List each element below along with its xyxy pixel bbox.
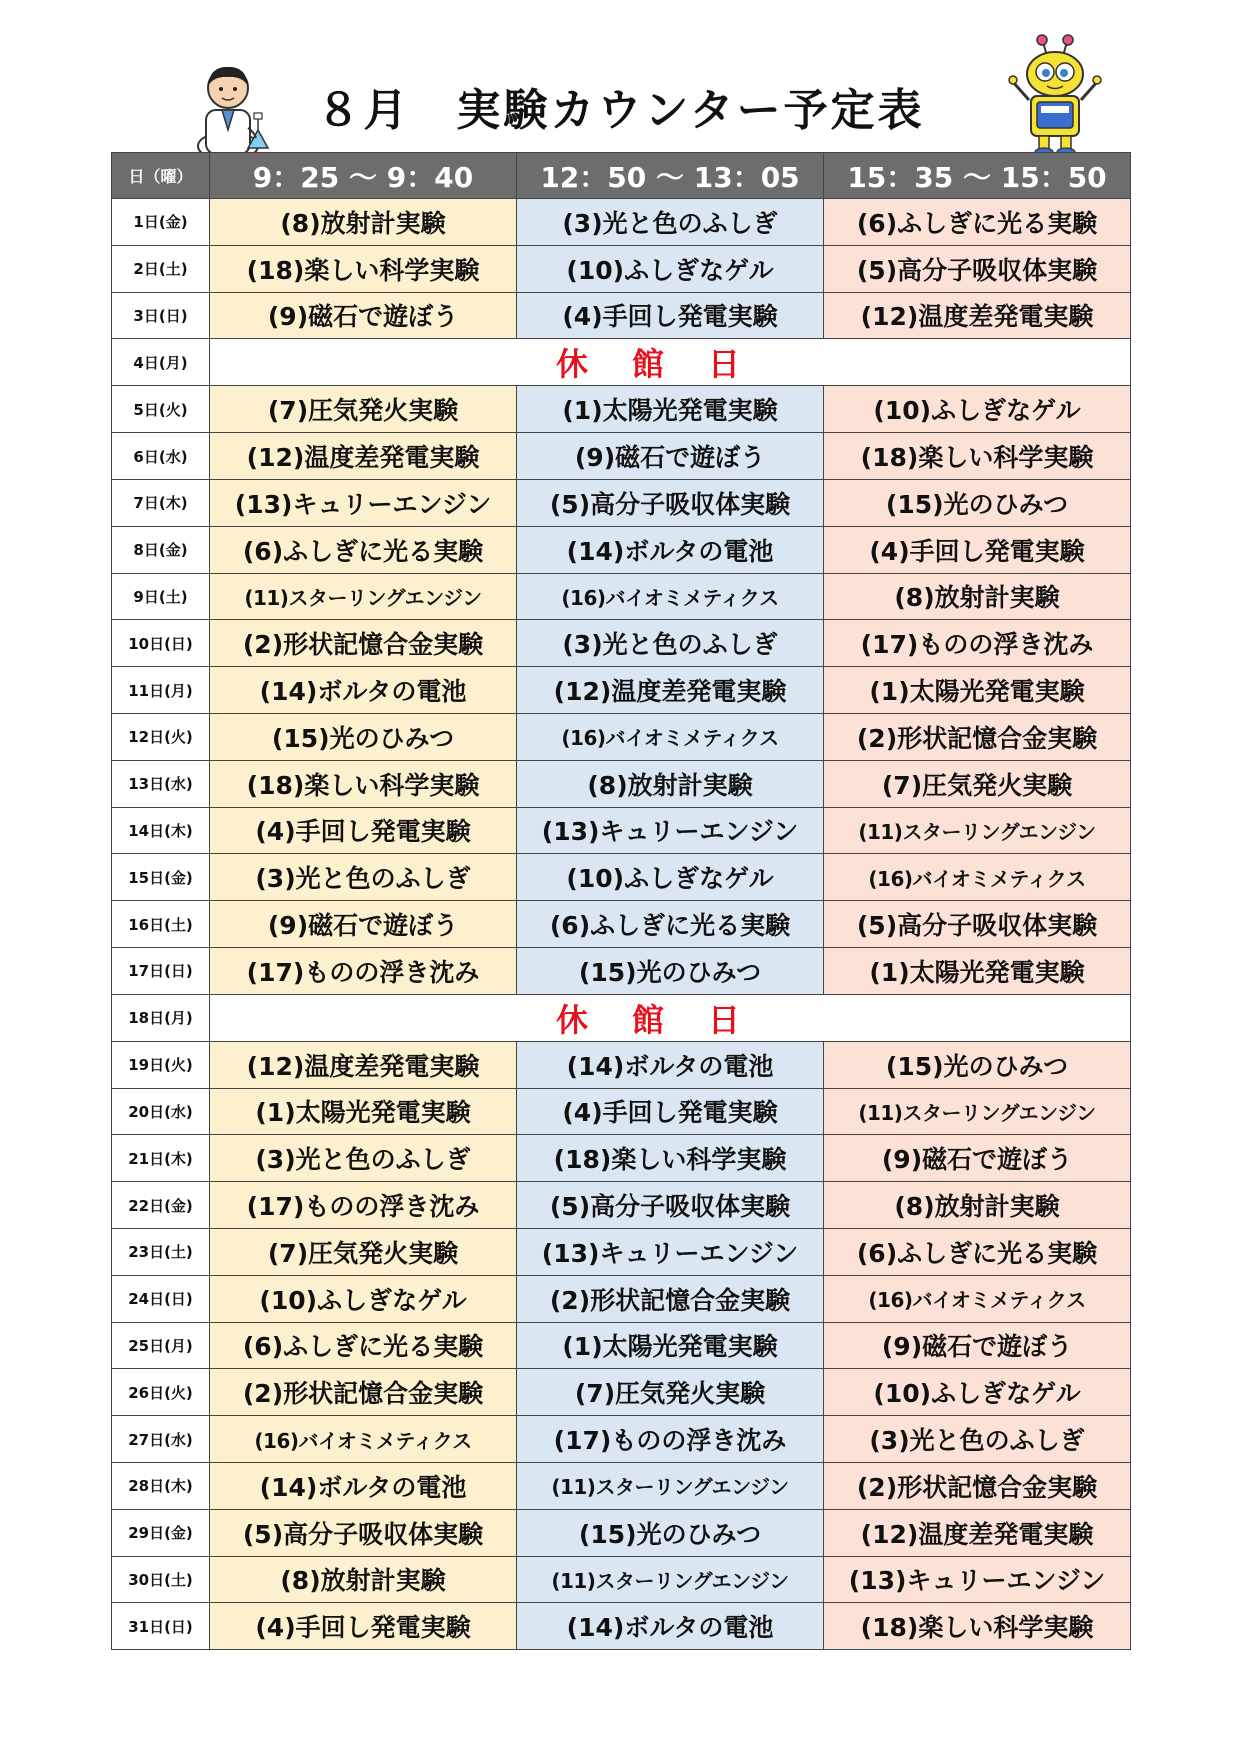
table-row — [112, 573, 1131, 620]
experiment-cell-slot-3: (12)温度差発電実験 — [824, 1509, 1131, 1556]
experiment-cell-slot-2: (3)光と色のふしぎ — [517, 199, 824, 246]
experiment-cell-slot-3: (15)光のひみつ — [824, 1041, 1131, 1088]
day-cell: 9日(土) — [112, 573, 210, 620]
experiment-cell-slot-2: (2)形状記憶合金実験 — [517, 1275, 824, 1322]
closed-day-label: 休館日 — [210, 339, 1131, 386]
table-row — [112, 1135, 1131, 1182]
day-cell: 21日(木) — [112, 1135, 210, 1182]
experiment-cell-slot-3: (12)温度差発電実験 — [824, 292, 1131, 339]
schedule-body — [112, 199, 1131, 1650]
day-cell: 15日(金) — [112, 854, 210, 901]
experiment-cell-slot-1: (12)温度差発電実験 — [210, 1041, 517, 1088]
experiment-cell-slot-2: (6)ふしぎに光る実験 — [517, 901, 824, 948]
table-row — [112, 1088, 1131, 1135]
experiment-cell-slot-3: (8)放射計実験 — [824, 1182, 1131, 1229]
experiment-cell-slot-1: (17)ものの浮き沈み — [210, 947, 517, 994]
day-cell: 27日(水) — [112, 1416, 210, 1463]
table-row — [112, 713, 1131, 760]
day-cell: 24日(日) — [112, 1275, 210, 1322]
experiment-cell-slot-1: (13)キュリーエンジン — [210, 479, 517, 526]
day-cell: 13日(水) — [112, 760, 210, 807]
day-cell: 12日(火) — [112, 713, 210, 760]
experiment-cell-slot-3: (1)太陽光発電実験 — [824, 667, 1131, 714]
experiment-cell-slot-1: (15)光のひみつ — [210, 713, 517, 760]
experiment-cell-slot-2: (16)バイオミメティクス — [517, 573, 824, 620]
experiment-cell-slot-1: (8)放射計実験 — [210, 199, 517, 246]
table-row — [112, 1041, 1131, 1088]
day-cell: 6日(水) — [112, 433, 210, 480]
experiment-cell-slot-3: (11)スターリングエンジン — [824, 1088, 1131, 1135]
title-name: 実験カウンター予定表 — [456, 85, 925, 136]
experiment-cell-slot-1: (4)手回し発電実験 — [210, 1603, 517, 1650]
experiment-cell-slot-2: (1)太陽光発電実験 — [517, 386, 824, 433]
closed-day-row — [112, 994, 1131, 1041]
experiment-cell-slot-1: (17)ものの浮き沈み — [210, 1182, 517, 1229]
closed-day-row — [112, 339, 1131, 386]
experiment-cell-slot-1: (16)バイオミメティクス — [210, 1416, 517, 1463]
day-cell: 5日(火) — [112, 386, 210, 433]
table-row — [112, 901, 1131, 948]
header-slot-3: 15：35 ～ 15：50 — [824, 153, 1131, 199]
experiment-cell-slot-3: (17)ものの浮き沈み — [824, 620, 1131, 667]
day-cell: 4日(月) — [112, 339, 210, 386]
experiment-cell-slot-1: (6)ふしぎに光る実験 — [210, 526, 517, 573]
day-cell: 26日(火) — [112, 1369, 210, 1416]
day-cell: 23日(土) — [112, 1228, 210, 1275]
table-row — [112, 760, 1131, 807]
experiment-cell-slot-2: (11)スターリングエンジン — [517, 1462, 824, 1509]
experiment-cell-slot-3: (11)スターリングエンジン — [824, 807, 1131, 854]
experiment-cell-slot-1: (11)スターリングエンジン — [210, 573, 517, 620]
experiment-cell-slot-3: (16)バイオミメティクス — [824, 854, 1131, 901]
experiment-cell-slot-1: (7)圧気発火実験 — [210, 1228, 517, 1275]
experiment-cell-slot-3: (1)太陽光発電実験 — [824, 947, 1131, 994]
title-month: ８月 — [316, 85, 411, 136]
experiment-cell-slot-2: (16)バイオミメティクス — [517, 713, 824, 760]
table-row — [112, 947, 1131, 994]
experiment-cell-slot-1: (4)手回し発電実験 — [210, 807, 517, 854]
experiment-cell-slot-3: (2)形状記憶合金実験 — [824, 713, 1131, 760]
experiment-cell-slot-2: (5)高分子吸収体実験 — [517, 479, 824, 526]
table-row — [112, 1275, 1131, 1322]
experiment-cell-slot-2: (7)圧気発火実験 — [517, 1369, 824, 1416]
experiment-cell-slot-3: (4)手回し発電実験 — [824, 526, 1131, 573]
experiment-cell-slot-2: (3)光と色のふしぎ — [517, 620, 824, 667]
experiment-cell-slot-3: (9)磁石で遊ぼう — [824, 1322, 1131, 1369]
day-cell: 18日(月) — [112, 994, 210, 1041]
experiment-cell-slot-2: (17)ものの浮き沈み — [517, 1416, 824, 1463]
experiment-cell-slot-1: (14)ボルタの電池 — [210, 667, 517, 714]
table-row — [112, 245, 1131, 292]
experiment-cell-slot-2: (4)手回し発電実験 — [517, 1088, 824, 1135]
experiment-cell-slot-3: (16)バイオミメティクス — [824, 1275, 1131, 1322]
experiment-cell-slot-2: (1)太陽光発電実験 — [517, 1322, 824, 1369]
experiment-cell-slot-1: (9)磁石で遊ぼう — [210, 901, 517, 948]
day-cell: 17日(日) — [112, 947, 210, 994]
experiment-cell-slot-1: (5)高分子吸収体実験 — [210, 1509, 517, 1556]
experiment-cell-slot-3: (7)圧気発火実験 — [824, 760, 1131, 807]
experiment-cell-slot-2: (14)ボルタの電池 — [517, 1041, 824, 1088]
experiment-cell-slot-3: (5)高分子吸収体実験 — [824, 245, 1131, 292]
experiment-cell-slot-2: (13)キュリーエンジン — [517, 807, 824, 854]
experiment-cell-slot-1: (3)光と色のふしぎ — [210, 854, 517, 901]
experiment-cell-slot-3: (15)光のひみつ — [824, 479, 1131, 526]
table-row — [112, 807, 1131, 854]
experiment-cell-slot-2: (8)放射計実験 — [517, 760, 824, 807]
table-row — [112, 479, 1131, 526]
experiment-cell-slot-1: (9)磁石で遊ぼう — [210, 292, 517, 339]
closed-day-label: 休館日 — [210, 994, 1131, 1041]
day-cell: 25日(月) — [112, 1322, 210, 1369]
experiment-cell-slot-1: (8)放射計実験 — [210, 1556, 517, 1603]
day-cell: 14日(木) — [112, 807, 210, 854]
day-cell: 29日(金) — [112, 1509, 210, 1556]
day-cell: 8日(金) — [112, 526, 210, 573]
table-row — [112, 1603, 1131, 1650]
experiment-cell-slot-1: (2)形状記憶合金実験 — [210, 1369, 517, 1416]
table-row — [112, 1182, 1131, 1229]
experiment-cell-slot-3: (3)光と色のふしぎ — [824, 1416, 1131, 1463]
header-slot-2: 12：50 ～ 13：05 — [517, 153, 824, 199]
day-cell: 3日(日) — [112, 292, 210, 339]
experiment-cell-slot-2: (4)手回し発電実験 — [517, 292, 824, 339]
experiment-cell-slot-3: (10)ふしぎなゲル — [824, 1369, 1131, 1416]
experiment-cell-slot-1: (6)ふしぎに光る実験 — [210, 1322, 517, 1369]
experiment-cell-slot-1: (3)光と色のふしぎ — [210, 1135, 517, 1182]
experiment-cell-slot-3: (8)放射計実験 — [824, 573, 1131, 620]
experiment-cell-slot-2: (10)ふしぎなゲル — [517, 854, 824, 901]
day-cell: 30日(土) — [112, 1556, 210, 1603]
experiment-cell-slot-3: (9)磁石で遊ぼう — [824, 1135, 1131, 1182]
experiment-cell-slot-1: (14)ボルタの電池 — [210, 1462, 517, 1509]
day-cell: 1日(金) — [112, 199, 210, 246]
experiment-cell-slot-1: (18)楽しい科学実験 — [210, 245, 517, 292]
experiment-cell-slot-1: (1)太陽光発電実験 — [210, 1088, 517, 1135]
experiment-cell-slot-2: (14)ボルタの電池 — [517, 1603, 824, 1650]
experiment-cell-slot-1: (7)圧気発火実験 — [210, 386, 517, 433]
experiment-cell-slot-3: (18)楽しい科学実験 — [824, 1603, 1131, 1650]
experiment-cell-slot-3: (10)ふしぎなゲル — [824, 386, 1131, 433]
page-title — [0, 74, 1241, 138]
day-cell: 31日(日) — [112, 1603, 210, 1650]
table-row — [112, 199, 1131, 246]
table-row — [112, 433, 1131, 480]
day-cell: 22日(金) — [112, 1182, 210, 1229]
table-row — [112, 1416, 1131, 1463]
table-row — [112, 386, 1131, 433]
table-row — [112, 854, 1131, 901]
experiment-cell-slot-1: (2)形状記憶合金実験 — [210, 620, 517, 667]
header-day: 日（曜） — [112, 153, 210, 199]
experiment-cell-slot-2: (9)磁石で遊ぼう — [517, 433, 824, 480]
experiment-cell-slot-3: (2)形状記憶合金実験 — [824, 1462, 1131, 1509]
day-cell: 20日(水) — [112, 1088, 210, 1135]
experiment-cell-slot-1: (18)楽しい科学実験 — [210, 760, 517, 807]
experiment-cell-slot-1: (10)ふしぎなゲル — [210, 1275, 517, 1322]
day-cell: 11日(月) — [112, 667, 210, 714]
table-row — [112, 1509, 1131, 1556]
experiment-cell-slot-2: (5)高分子吸収体実験 — [517, 1182, 824, 1229]
experiment-cell-slot-1: (12)温度差発電実験 — [210, 433, 517, 480]
experiment-cell-slot-2: (18)楽しい科学実験 — [517, 1135, 824, 1182]
experiment-cell-slot-2: (10)ふしぎなゲル — [517, 245, 824, 292]
day-cell: 19日(火) — [112, 1041, 210, 1088]
table-row — [112, 1228, 1131, 1275]
table-row — [112, 667, 1131, 714]
table-header-row — [112, 153, 1131, 199]
header-slot-1: 9：25 ～ 9：40 — [210, 153, 517, 199]
day-cell: 16日(土) — [112, 901, 210, 948]
experiment-cell-slot-3: (13)キュリーエンジン — [824, 1556, 1131, 1603]
day-cell: 28日(木) — [112, 1462, 210, 1509]
day-cell: 2日(土) — [112, 245, 210, 292]
table-row — [112, 1462, 1131, 1509]
experiment-cell-slot-2: (15)光のひみつ — [517, 947, 824, 994]
table-row — [112, 526, 1131, 573]
day-cell: 7日(木) — [112, 479, 210, 526]
experiment-cell-slot-3: (6)ふしぎに光る実験 — [824, 1228, 1131, 1275]
schedule-table — [111, 152, 1131, 1650]
day-cell: 10日(日) — [112, 620, 210, 667]
experiment-cell-slot-2: (12)温度差発電実験 — [517, 667, 824, 714]
experiment-cell-slot-2: (15)光のひみつ — [517, 1509, 824, 1556]
table-row — [112, 292, 1131, 339]
experiment-cell-slot-3: (6)ふしぎに光る実験 — [824, 199, 1131, 246]
table-row — [112, 1322, 1131, 1369]
experiment-cell-slot-3: (5)高分子吸収体実験 — [824, 901, 1131, 948]
experiment-cell-slot-2: (13)キュリーエンジン — [517, 1228, 824, 1275]
experiment-cell-slot-2: (11)スターリングエンジン — [517, 1556, 824, 1603]
table-row — [112, 620, 1131, 667]
table-row — [112, 1556, 1131, 1603]
experiment-cell-slot-2: (14)ボルタの電池 — [517, 526, 824, 573]
table-row — [112, 1369, 1131, 1416]
experiment-cell-slot-3: (18)楽しい科学実験 — [824, 433, 1131, 480]
